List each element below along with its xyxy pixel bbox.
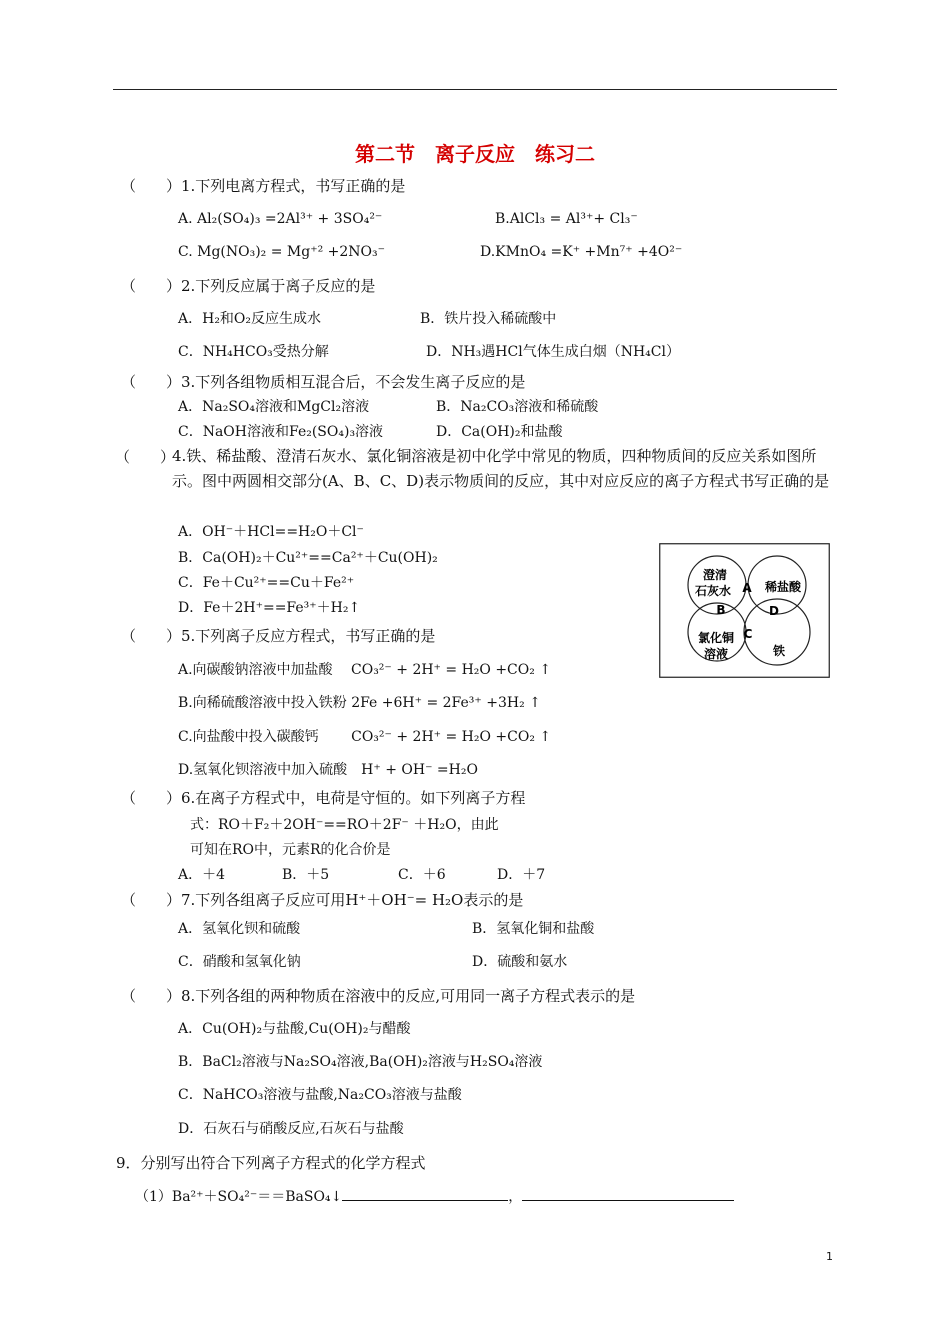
- question-4-option-c: C．Fe＋Cu²⁺==Cu＋Fe²⁺: [178, 575, 355, 591]
- page-title: 第二节 离子反应 练习二: [355, 142, 595, 166]
- question-8-stem: （ ）8.下列各组的两种物质在溶液中的反应,可用同一离子方程式表示的是: [121, 987, 636, 1005]
- question-9-comma: ，: [508, 1189, 523, 1205]
- label-c: C: [743, 627, 753, 641]
- question-4-bracket: （ ）: [115, 448, 176, 466]
- label-iron: 铁: [772, 644, 786, 658]
- question-2-option-a: A．H₂和O₂反应生成水: [178, 311, 322, 327]
- question-1-option-b: B.AlCl₃ = Al³⁺+ Cl₃⁻: [495, 211, 638, 227]
- answer-blank-2[interactable]: [522, 1186, 734, 1201]
- question-6-option-a: A．＋4: [178, 867, 226, 883]
- label-lime-water-1: 澄清: [702, 568, 728, 582]
- question-4-stem: 4.铁、稀盐酸、澄清石灰水、氯化铜溶液是初中化学中常见的物质，四种物质间的反应关系如图所示。图中两圆相交部分(A、B、C、D)表示物质间的反应，其中对应反应的离子方程式书写正确的是: [172, 447, 830, 490]
- question-7-option-d: D．硫酸和氨水: [472, 954, 568, 970]
- question-1-option-c: C. Mg(NO₃)₂ = Mg⁺² +2NO₃⁻: [178, 244, 386, 260]
- question-3-option-b: B．Na₂CO₃溶液和稀硫酸: [436, 399, 599, 415]
- label-d: D: [769, 604, 779, 618]
- label-b: B: [716, 603, 726, 617]
- question-8-option-c: C．NaHCO₃溶液与盐酸,Na₂CO₃溶液与盐酸: [178, 1087, 462, 1103]
- venn-diagram: [659, 543, 830, 678]
- question-6-option-d: D．＋7: [497, 867, 546, 883]
- question-4-option-d: D．Fe＋2H⁺==Fe³⁺＋H₂↑: [178, 600, 361, 616]
- question-3-option-c: C．NaOH溶液和Fe₂(SO₄)₃溶液: [178, 424, 384, 440]
- question-8-option-d: D．石灰石与硝酸反应,石灰石与盐酸: [178, 1121, 404, 1137]
- question-2-option-d: D．NH₃遇HCl气体生成白烟（NH₄Cl）: [426, 344, 680, 360]
- label-cucl2-1: 氯化铜: [697, 631, 735, 645]
- question-2-option-c: C．NH₄HCO₃受热分解: [178, 344, 329, 360]
- label-dilute-hcl: 稀盐酸: [764, 580, 802, 594]
- question-5-option-d: D.氢氧化钡溶液中加入硫酸 H⁺ + OH⁻ =H₂O: [178, 762, 478, 778]
- diagram-frame: [660, 544, 830, 678]
- page-number: 1: [826, 1250, 833, 1263]
- question-5-option-a: A.向碳酸钠溶液中加盐酸 CO₃²⁻ + 2H⁺ = H₂O +CO₂ ↑: [178, 662, 552, 678]
- question-7-option-c: C．硝酸和氢氧化钠: [178, 954, 301, 970]
- question-5-stem: （ ）5.下列离子反应方程式，书写正确的是: [121, 627, 436, 645]
- question-7-stem: （ ）7.下列各组离子反应可用H⁺＋OH⁻= H₂O表示的是: [121, 891, 524, 909]
- label-lime-water-2: 石灰水: [694, 584, 732, 598]
- question-6-option-b: B．＋5: [282, 867, 330, 883]
- question-2-option-b: B．铁片投入稀硫酸中: [420, 311, 557, 327]
- question-9-stem: 9．分别写出符合下列离子方程式的化学方程式: [116, 1154, 426, 1172]
- question-1-stem: （ ）1.下列电离方程式，书写正确的是: [121, 177, 406, 195]
- question-3-stem: （ ）3.下列各组物质相互混合后，不会发生离子反应的是: [121, 373, 526, 391]
- header-rule: [113, 89, 837, 90]
- label-a: A: [742, 581, 752, 595]
- question-1-option-d: D.KMnO₄ =K⁺ +Mn⁷⁺ +4O²⁻: [480, 244, 683, 260]
- question-5-option-b: B.向稀硫酸溶液中投入铁粉 2Fe +6H⁺ = 2Fe³⁺ +3H₂ ↑: [178, 695, 541, 711]
- question-1-option-a: A. Al₂(SO₄)₃ =2Al³⁺ + 3SO₄²⁻: [178, 211, 383, 227]
- question-8-option-b: B．BaCl₂溶液与Na₂SO₄溶液,Ba(OH)₂溶液与H₂SO₄溶液: [178, 1054, 543, 1070]
- answer-blank-1[interactable]: [342, 1186, 508, 1201]
- question-3-option-a: A．Na₂SO₄溶液和MgCl₂溶液: [178, 399, 370, 415]
- question-9-item-1: [135, 1186, 734, 1207]
- question-4-option-b: B．Ca(OH)₂＋Cu²⁺==Ca²⁺＋Cu(OH)₂: [178, 550, 438, 566]
- question-9-item-1-equation: （1）Ba²⁺＋SO₄²⁻＝＝BaSO₄↓: [135, 1189, 343, 1205]
- question-5-option-c: C.向盐酸中投入碳酸钙 CO₃²⁻ + 2H⁺ = H₂O +CO₂ ↑: [178, 729, 552, 745]
- question-6-option-c: C．＋6: [398, 867, 446, 883]
- question-6-stem: （ ）6.在离子方程式中，电荷是守恒的。如下列离子方程: [121, 789, 526, 807]
- question-8-option-a: A．Cu(OH)₂与盐酸,Cu(OH)₂与醋酸: [178, 1021, 411, 1037]
- question-3-option-d: D．Ca(OH)₂和盐酸: [436, 424, 563, 440]
- question-7-option-b: B．氢氧化铜和盐酸: [472, 921, 595, 937]
- question-7-option-a: A．氢氧化钡和硫酸: [178, 921, 301, 937]
- question-2-stem: （ ）2.下列反应属于离子反应的是: [121, 277, 376, 295]
- question-6-line-3: 可知在RO中，元素R的化合价是: [190, 842, 391, 858]
- question-4-option-a: A．OH⁻＋HCl==H₂O＋Cl⁻: [178, 524, 364, 540]
- label-cucl2-2: 溶液: [703, 647, 729, 661]
- question-6-line-2: 式：RO＋F₂＋2OH⁻==RO＋2F⁻ ＋H₂O，由此: [190, 817, 499, 833]
